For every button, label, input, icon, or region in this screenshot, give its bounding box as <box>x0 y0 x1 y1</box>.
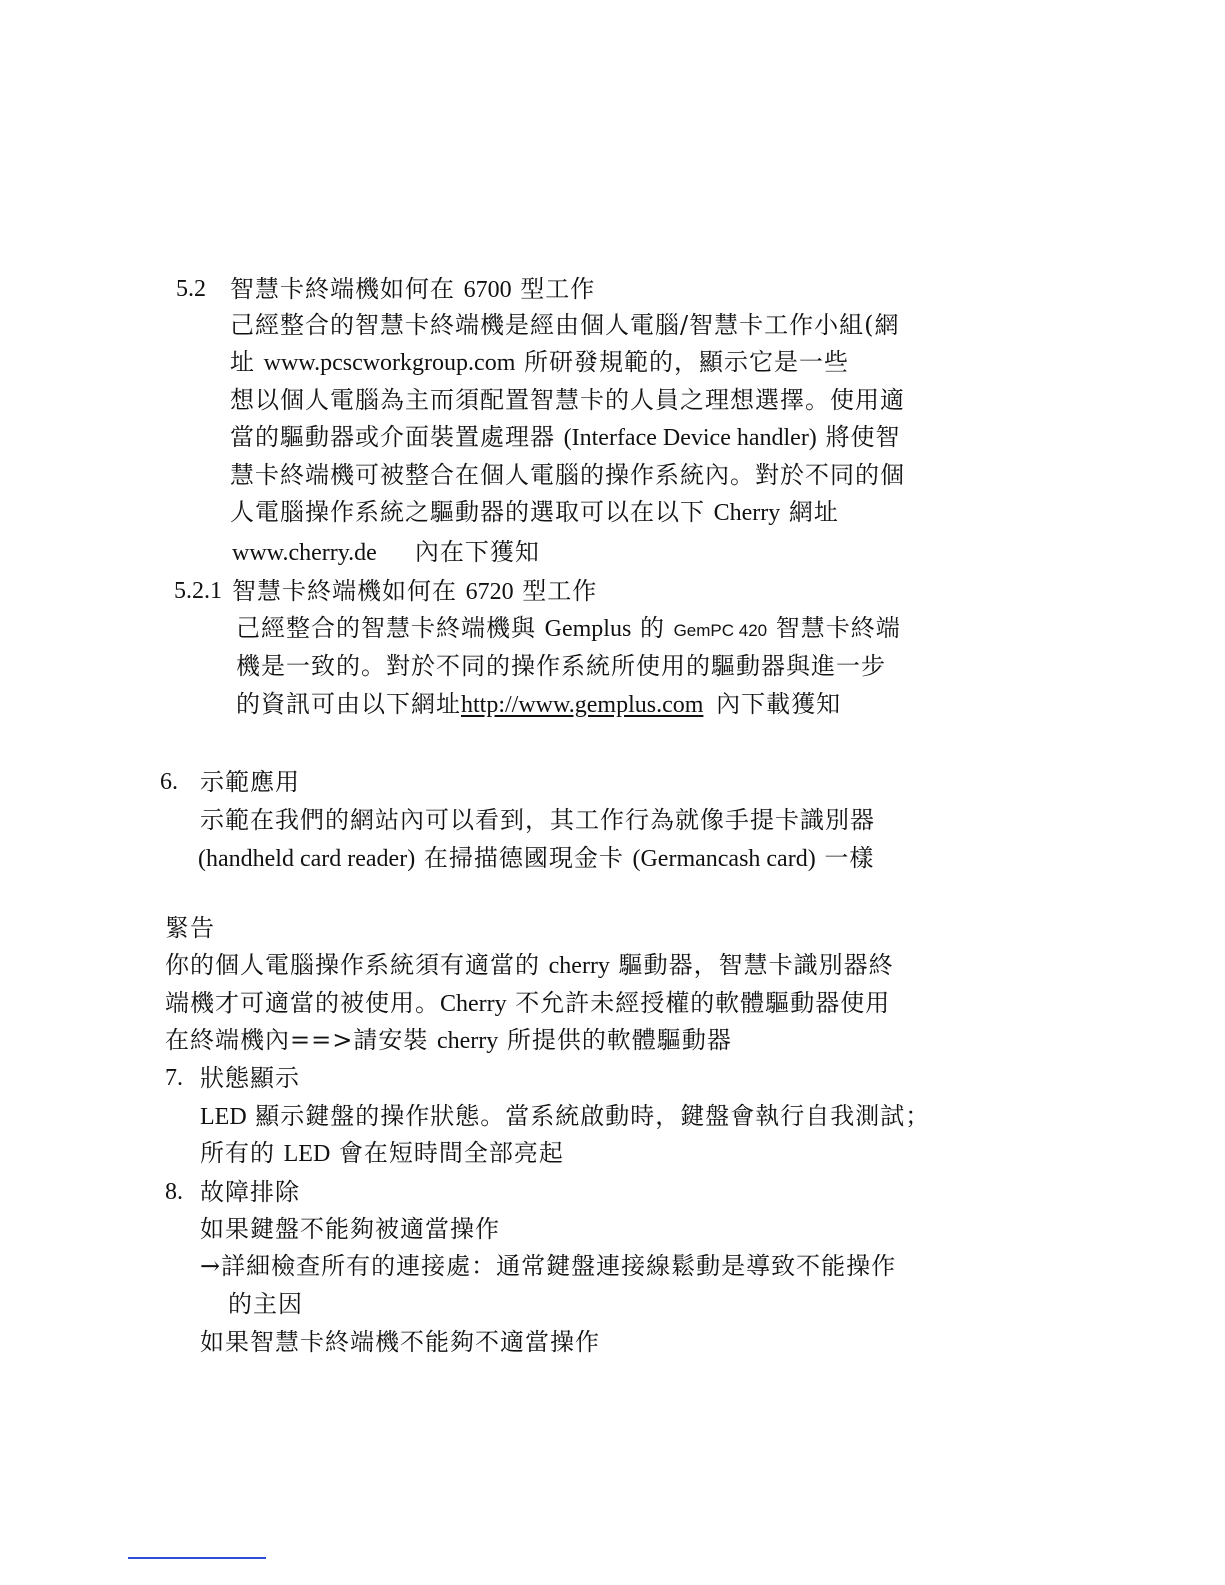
text-segment: 內下載獲知 <box>707 690 842 718</box>
model-gempc: GemPC 420 <box>673 621 768 640</box>
warning-title: 緊告 <box>165 914 215 942</box>
section-number-5-2: 5.2 <box>176 276 206 302</box>
paragraph-line <box>230 422 900 453</box>
text-segment: 的資訊可由以下網址 <box>236 690 461 718</box>
text-segment: 所有的 <box>200 1139 284 1167</box>
footnote-rule <box>128 1557 266 1559</box>
text-segment: 端機才可適當的被使用。 <box>165 989 440 1017</box>
url-pcscworkgroup: www.pcscworkgroup.com <box>263 350 516 376</box>
brand-cherry: Cherry <box>713 500 781 526</box>
warning-line <box>165 988 890 1019</box>
text-segment: 內在下獲知 <box>414 538 540 566</box>
english-term: (handheld card reader) <box>198 846 416 872</box>
model-number: 6720 <box>465 579 514 605</box>
brand-cherry: cherry <box>436 1028 499 1054</box>
paragraph-line <box>236 613 901 646</box>
paragraph-line: 如果鍵盤不能夠被適當操作 <box>200 1215 500 1243</box>
section-number-8: 8. <box>165 1179 183 1205</box>
paragraph-line: 機是一致的。對於不同的操作系統所使用的驅動器與進一步 <box>236 652 886 680</box>
text-segment: 所研發規範的，顯示它是一些 <box>515 348 849 376</box>
warning-line <box>165 950 894 981</box>
title-text: 智慧卡終端機如何在 <box>230 275 464 303</box>
text-segment: 會在短時間全部亮起 <box>330 1139 564 1167</box>
text-segment: 在掃描德國現金卡 <box>415 844 633 872</box>
paragraph-line <box>232 537 540 568</box>
title-text: 型工作 <box>511 275 596 303</box>
english-term: (Interface Device handler) <box>563 425 817 451</box>
text-segment: 你的個人電腦操作系統須有適當的 <box>165 951 549 979</box>
paragraph-line <box>230 347 849 378</box>
title-text: 型工作 <box>513 577 598 605</box>
warning-line <box>165 1025 732 1056</box>
paragraph-line: 想以個人電腦為主而須配置智慧卡的人員之理想選擇。使用適 <box>230 386 905 414</box>
section-title-7: 狀態顯示 <box>200 1064 300 1092</box>
text-segment: 將使智 <box>816 423 901 451</box>
text-segment: 己經整合的智慧卡終端機與 <box>236 614 545 642</box>
text-segment: 所提供的軟體驅動器 <box>498 1026 732 1054</box>
paragraph-line: 慧卡終端機可被整合在個人電腦的操作系統內。對於不同的個 <box>230 461 905 489</box>
brand-cherry: Cherry <box>440 991 507 1017</box>
section-number-7: 7. <box>165 1065 183 1091</box>
model-number: 6700 <box>463 277 512 303</box>
paragraph-line <box>230 497 839 528</box>
paragraph-line <box>200 1101 930 1132</box>
paragraph-line: 示範在我們的網站內可以看到，其工作行為就像手提卡識別器 <box>200 806 875 834</box>
section-number-6: 6. <box>160 769 178 795</box>
brand-gemplus: Gemplus <box>544 616 632 642</box>
text-segment: 一樣 <box>815 844 875 872</box>
section-title-8: 故障排除 <box>200 1178 300 1206</box>
led-term: LED <box>283 1141 331 1167</box>
led-term: LED <box>200 1104 247 1130</box>
text-segment: 當的驅動器或介面裝置處理器 <box>230 423 564 451</box>
text-segment: 的 <box>631 614 674 642</box>
section-title-5-2-1 <box>232 576 597 607</box>
text-segment: 顯示鍵盤的操作狀態。當系統啟動時，鍵盤會執行自我測試； <box>246 1102 931 1130</box>
brand-cherry: cherry <box>548 953 610 979</box>
section-number-5-2-1: 5.2.1 <box>174 578 222 604</box>
section-title-6: 示範應用 <box>200 768 300 796</box>
link-gemplus[interactable]: http://www.gemplus.com <box>461 692 704 718</box>
text-segment: 不允許未經授權的軟體驅動器使用 <box>506 989 891 1017</box>
text-segment: 址 <box>230 348 264 376</box>
text-segment: 在終端機內==>請安裝 <box>165 1026 437 1054</box>
paragraph-line <box>236 689 841 720</box>
paragraph-line: →詳細檢查所有的連接處：通常鍵盤連接線鬆動是導致不能操作 <box>200 1252 897 1280</box>
title-text: 智慧卡終端機如何在 <box>232 577 466 605</box>
section-title-5-2 <box>230 274 595 305</box>
text-segment: 驅動器，智慧卡識別器終 <box>609 951 894 979</box>
paragraph-line <box>198 843 874 874</box>
paragraph-line <box>200 1138 564 1169</box>
text-segment: 網址 <box>780 498 839 526</box>
paragraph-line: 的主因 <box>228 1290 303 1318</box>
url-cherry: www.cherry.de <box>232 540 377 566</box>
text-segment: 人電腦操作系統之驅動器的選取可以在以下 <box>230 498 714 526</box>
text-segment: 智慧卡終端 <box>767 614 901 642</box>
english-term: (Germancash card) <box>632 846 816 872</box>
paragraph-line: 己經整合的智慧卡終端機是經由個人電腦/智慧卡工作小組(網 <box>230 311 900 339</box>
paragraph-line: 如果智慧卡終端機不能夠不適當操作 <box>200 1328 600 1356</box>
